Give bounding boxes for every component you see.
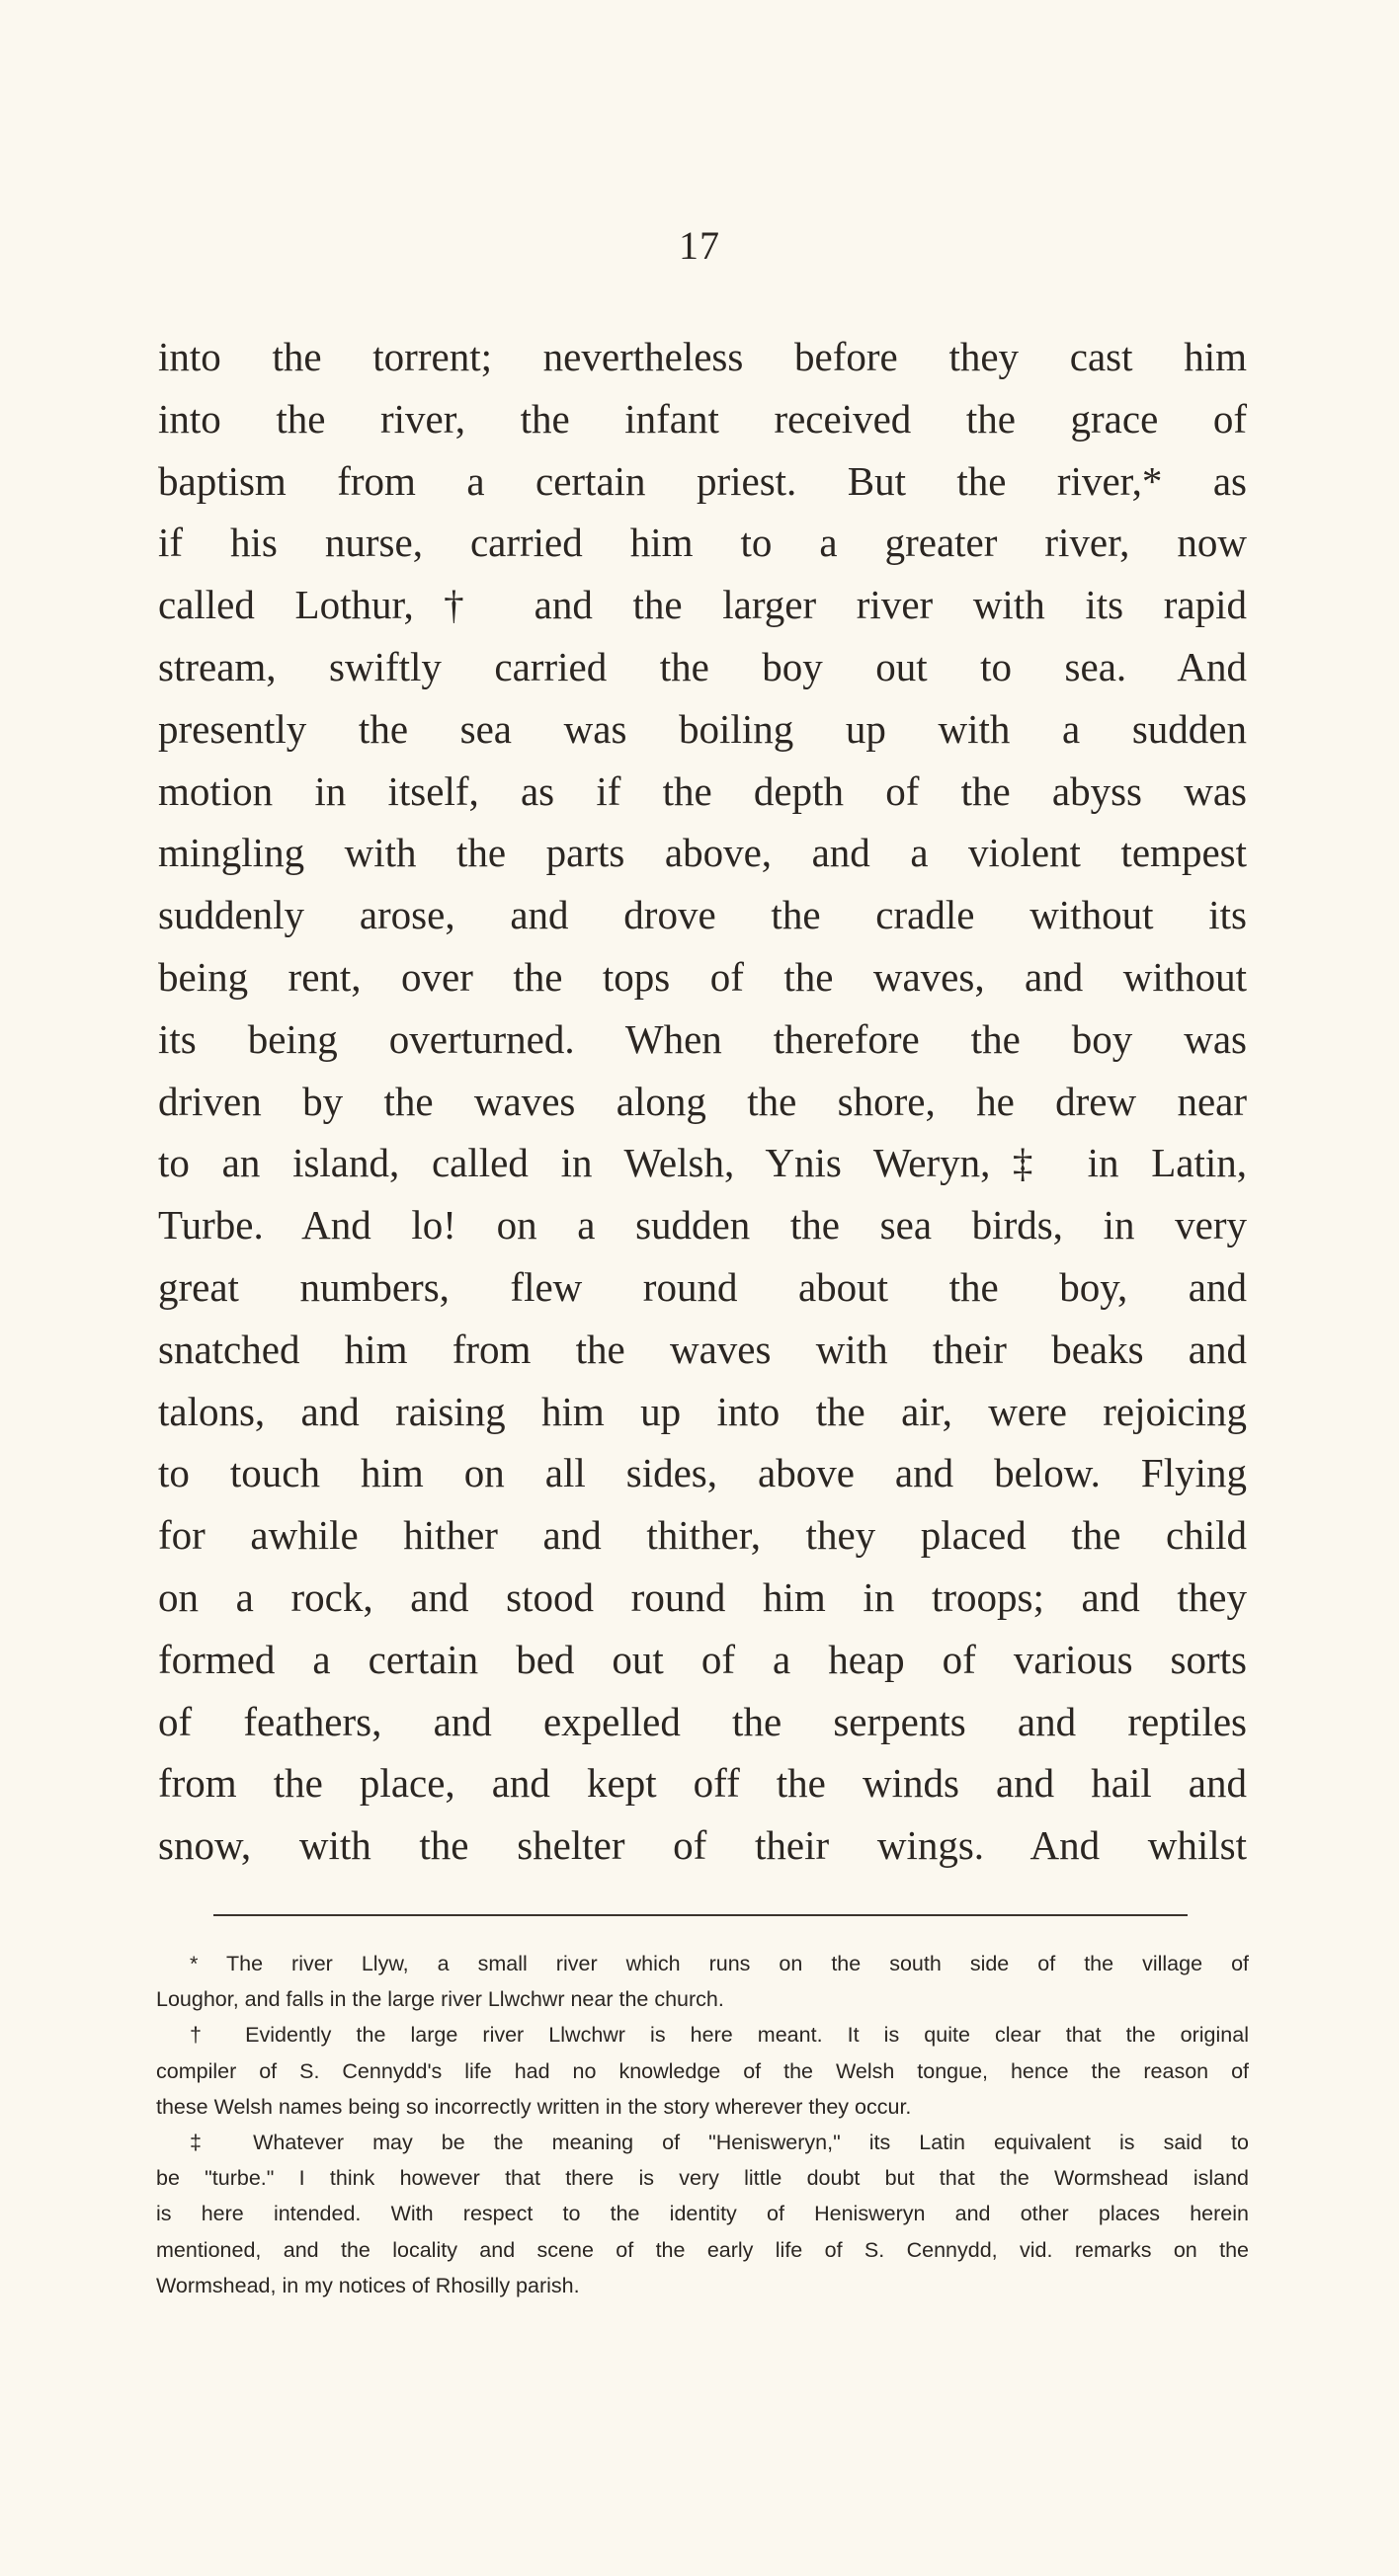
text-line: motion in itself, as if the depth of the abyss was (158, 767, 1247, 814)
text-line: into the river, the infant received the grace of (158, 395, 1247, 442)
footnote-divider (213, 1914, 1188, 1916)
footnote-line: Wormshead, in my notices of Rhosilly parish. (156, 2273, 580, 2297)
footnote-line: † Evidently the large river Llwchwr is here meant. It is quite clear that the original (190, 2023, 1249, 2048)
footnotes (156, 1946, 1249, 2303)
text-line: presently the sea was boiling up with a sudden (158, 705, 1247, 752)
footnote-line: compiler of S. Cennydd's life had no knowledge of the Welsh tongue, hence the reason of (156, 2058, 1249, 2083)
text-line: suddenly arose, and drove the cradle without its (158, 892, 1247, 938)
text-line: great numbers, flew round about the boy, and (158, 1263, 1247, 1310)
text-line: snow, with the shelter of their wings. And whilst (158, 1822, 1247, 1869)
text-line: for awhile hither and thither, they placed the child (158, 1512, 1247, 1559)
footnote-line: is here intended. With respect to the identity of Henisweryn and other places herein (156, 2202, 1249, 2226)
footnote-line: ‡ Whatever may be the meaning of "Henisweryn," its Latin equivalent is said to (190, 2130, 1249, 2154)
page-number: 17 (679, 223, 720, 268)
text-line: snatched him from the waves with their beaks and (158, 1326, 1247, 1372)
footnote-line: mentioned, and the locality and scene of the early life of S. Cennydd, vid. remarks on the (156, 2237, 1249, 2262)
text-line: of feathers, and expelled the serpents and reptiles (158, 1698, 1247, 1744)
text-line: into the torrent; nevertheless before they cast him (158, 334, 1247, 379)
footnote-line: * The river Llyw, a small river which runs on the south side of the village of (190, 1952, 1249, 1975)
text-line: mingling with the parts above, and a violent tempest (158, 830, 1247, 876)
text-line: its being overturned. When therefore the boy was (158, 1015, 1247, 1062)
text-line: baptism from a certain priest. But the river,* as (158, 457, 1247, 504)
text-line: driven by the waves along the shore, he drew near (158, 1078, 1247, 1124)
text-line: from the place, and kept off the winds and hail and (158, 1760, 1247, 1807)
text-line: being rent, over the tops of the waves, and without (158, 953, 1247, 1000)
text-line: on a rock, and stood round him in troops; and they (158, 1573, 1247, 1620)
text-line: Turbe. And lo! on a sudden the sea birds, in very (158, 1202, 1247, 1248)
text-line: called Lothur,† and the larger river with its rapid (158, 582, 1247, 628)
body-text (158, 326, 1247, 1877)
text-line: to touch him on all sides, above and below. Flying (158, 1450, 1247, 1496)
text-line: stream, swiftly carried the boy out to sea. And (158, 643, 1247, 689)
text-line: to an island, called in Welsh, Ynis Weryn,‡ in Latin, (158, 1140, 1247, 1186)
footnote-line: be "turbe." I think however that there is very little doubt but that the Wormshead island (156, 2166, 1249, 2191)
text-line: if his nurse, carried him to a greater river, now (158, 520, 1247, 566)
text-line: formed a certain bed out of a heap of various sorts (158, 1636, 1247, 1682)
text-line: talons, and raising him up into the air, were rejoicing (158, 1388, 1247, 1434)
footnote-line: these Welsh names being so incorrectly written in the story wherever they occur. (156, 2094, 912, 2119)
footnote-line: Loughor, and falls in the large river Llwchwr near the church. (156, 1987, 724, 2012)
